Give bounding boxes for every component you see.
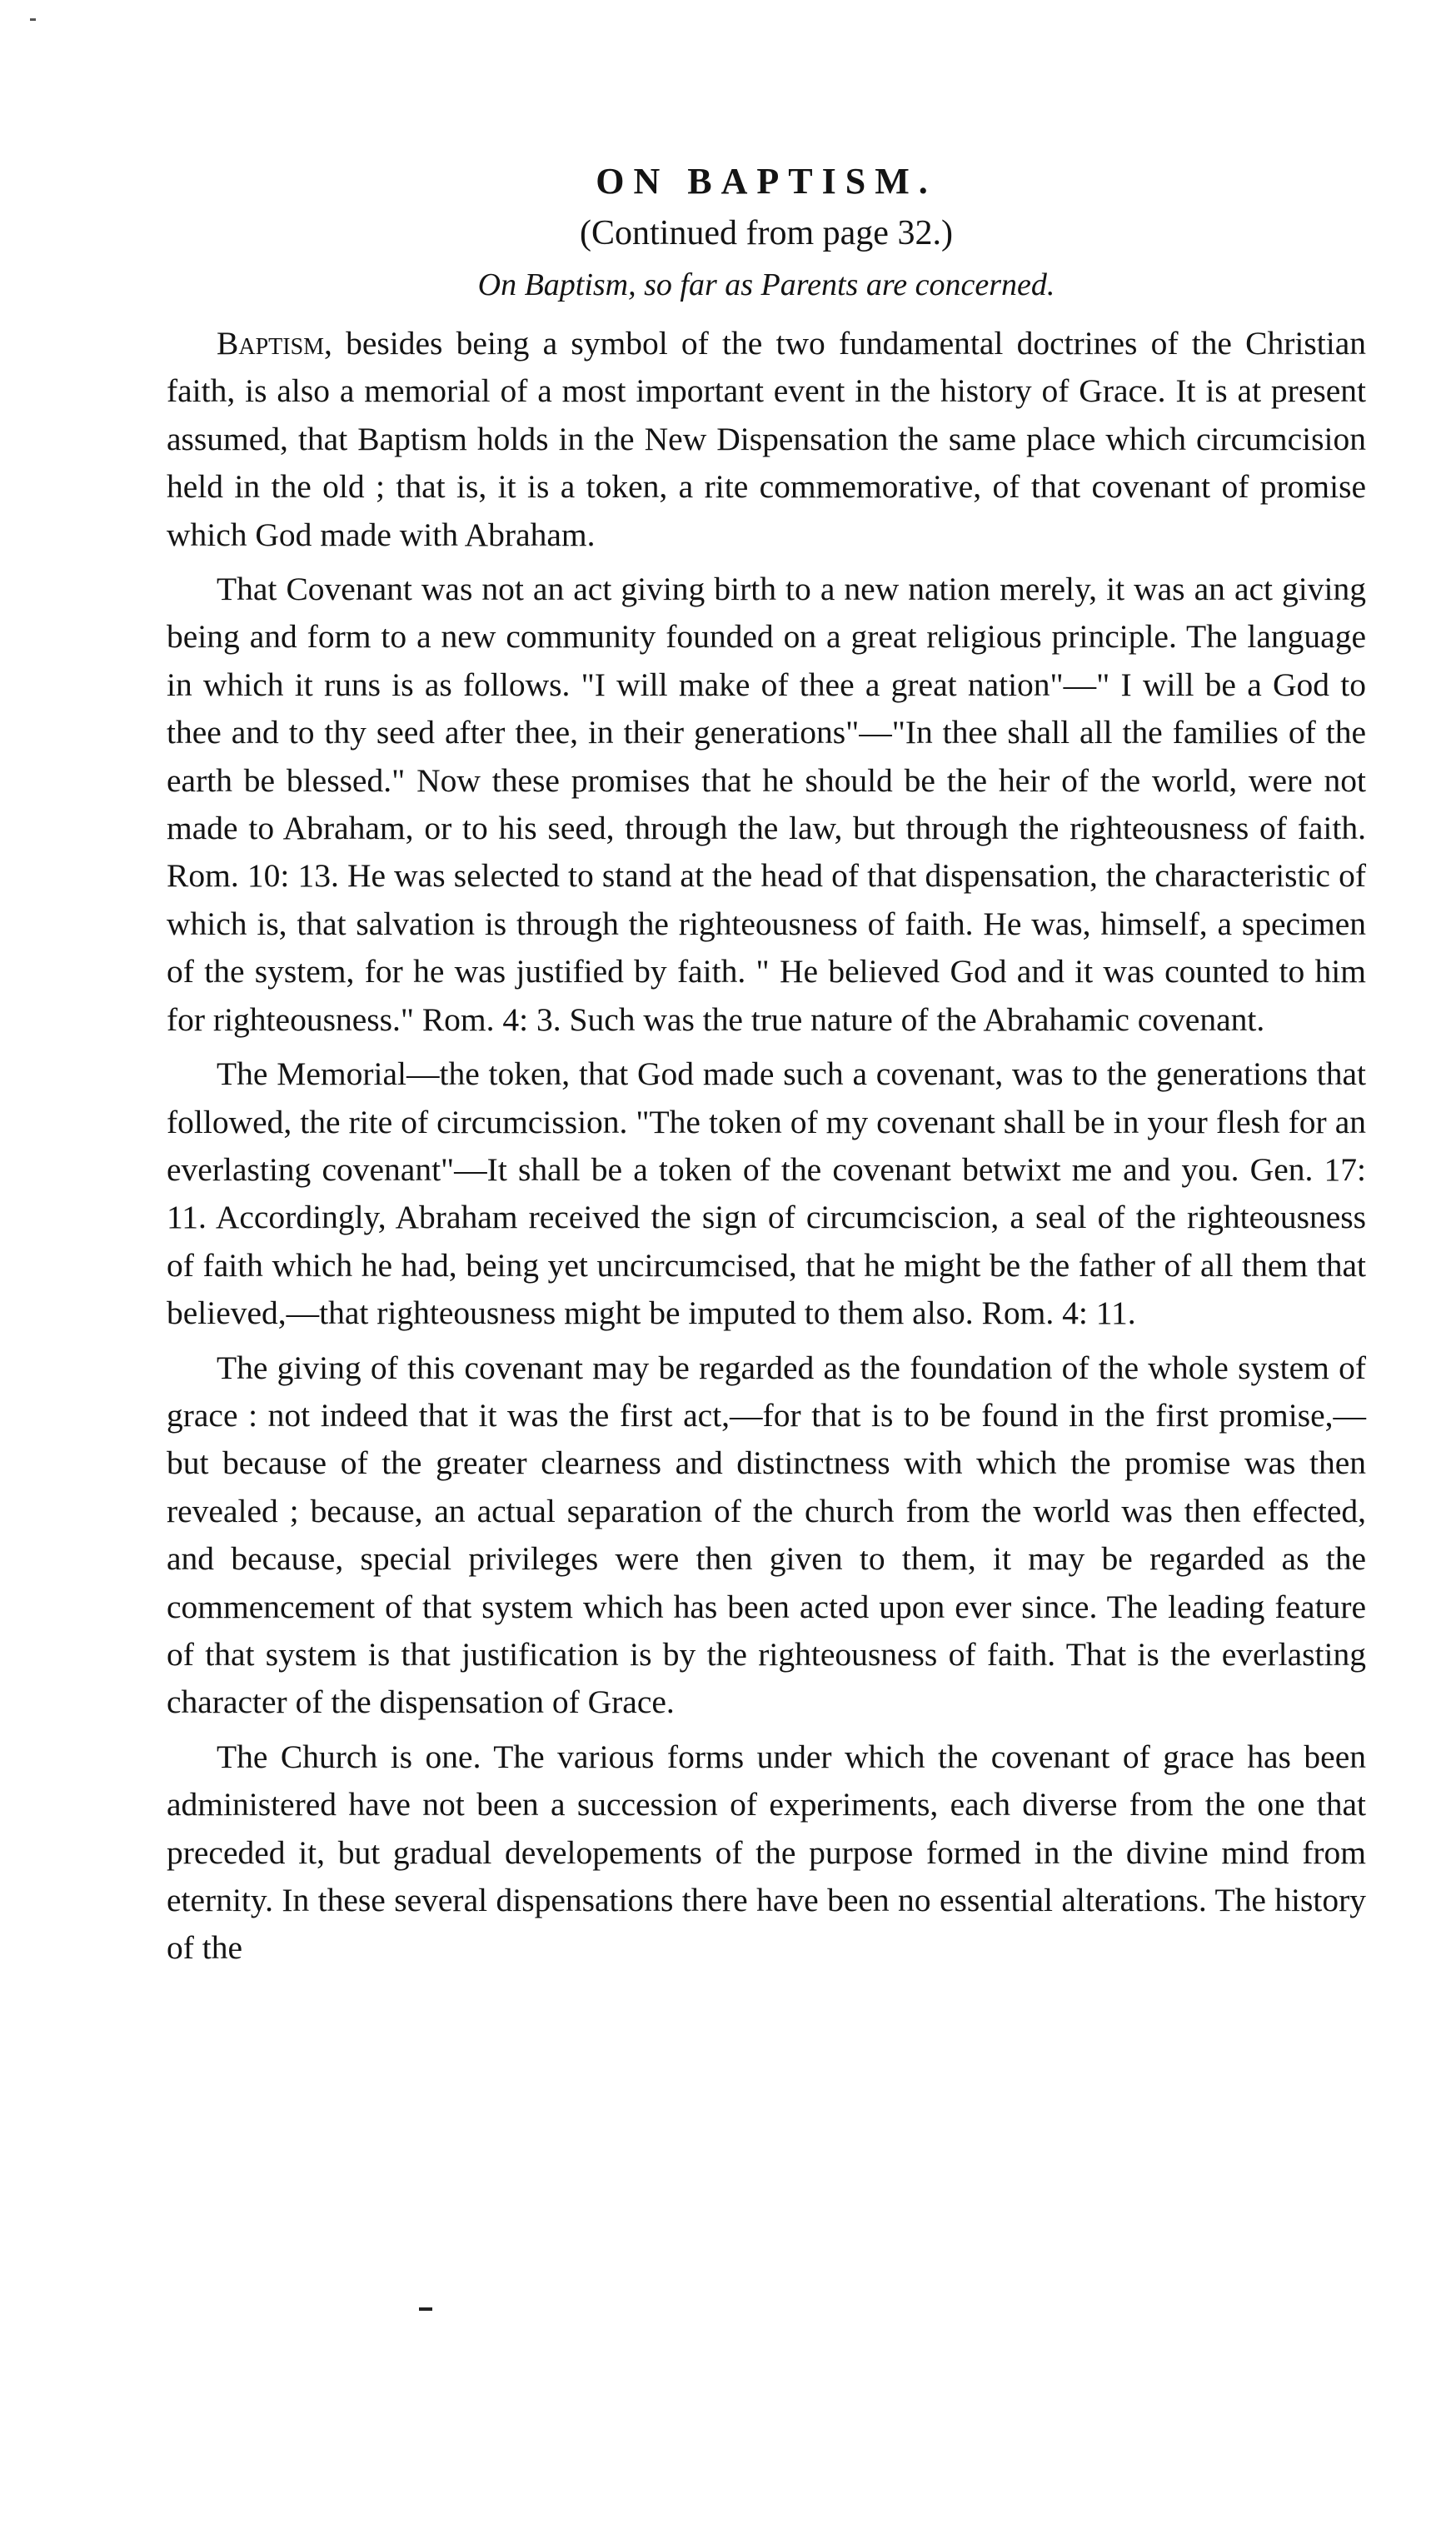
paragraph-5: The Church is one. The various forms under which the covenant of grace has been administered have not been a succession of experiments, each diverse from the one that preceded it, but gradual developements of the purpose formed in the divine mind from eternity. In these several dispensations there have been no essential alterations. The history of the — [167, 1738, 1366, 1967]
article-title: ON BAPTISM. — [596, 161, 937, 202]
lead-word: Baptism, — [217, 325, 332, 362]
paragraph-3: The Memorial—the token, that God made such a covenant, was to the generations that followed, the rite of circumcission. "The token of my covenant shall be in your flesh for an everlasting covenant"—It shall be a token of the covenant betwixt me and you. Gen. 17: 11. Accordingly, Abraham received the sign of circumciscion, a seal of the righteousness of faith which he had, being yet uncircumcised, that he might be the father of all them that believed,—that righteousness might be imputed to them also. Rom. 4: 11. — [167, 1055, 1366, 1332]
section-subheading: On Baptism, so far as Parents are concerned. — [477, 267, 1055, 302]
document-page — [167, 158, 1366, 1979]
paragraph-2: That Covenant was not an act giving birth to a new nation merely, it was an act giving being and form to a new community founded on a great religious principle. The language in which it runs is as follows. "I will make of thee a great nation"—" I will be a God to thee and to thy seed after thee, in their generations"—"In thee shall all the families of the earth be blessed." Now these promises that he should be the heir of the world, were not made to Abraham, or to his seed, through the law, but through the righteousness of faith. Rom. 10: 13. He was selected to stand at the head of that dispensation, the characteristic of which is, that salvation is through the righteousness of faith. He was, himself, a specimen of the system, for he was justified by faith. " He believed God and it was counted to him for righteousness." Rom. 4: 3. Such was the true nature of the Abrahamic covenant. — [167, 571, 1366, 1038]
continued-note: (Continued from page 32.) — [580, 214, 953, 252]
paragraph-4: The giving of this covenant may be regarded as the foundation of the whole system of grace : not indeed that it was the first act,—for that is to be found in the first promise,—but because of the greater clearness and distinctness with which the promise was then revealed ; because, an actual separation of the church from the world was then effected, and because, special privileges were then given to them, it may be regarded as the commencement of that system which has been acted upon ever since. The leading feature of that system is that justification is by the righteousness of faith. That is the everlasting character of the dispensation of Grace. — [167, 1349, 1366, 1721]
paragraph-1 — [167, 320, 1366, 559]
paragraph-1-text: besides being a symbol of the two fundamental doctrines of the Christian faith, is also a memorial of a most important event in the history of Grace. It is at present assumed, that Baptism holds in the New Dispensation the same place which circumcision held in the old ; that is, it is a token, a rite commemorative, of that covenant of promise which God made with Abraham. — [167, 325, 1366, 553]
page-edge-mark — [30, 18, 36, 21]
page-footer-dash — [419, 2307, 432, 2311]
